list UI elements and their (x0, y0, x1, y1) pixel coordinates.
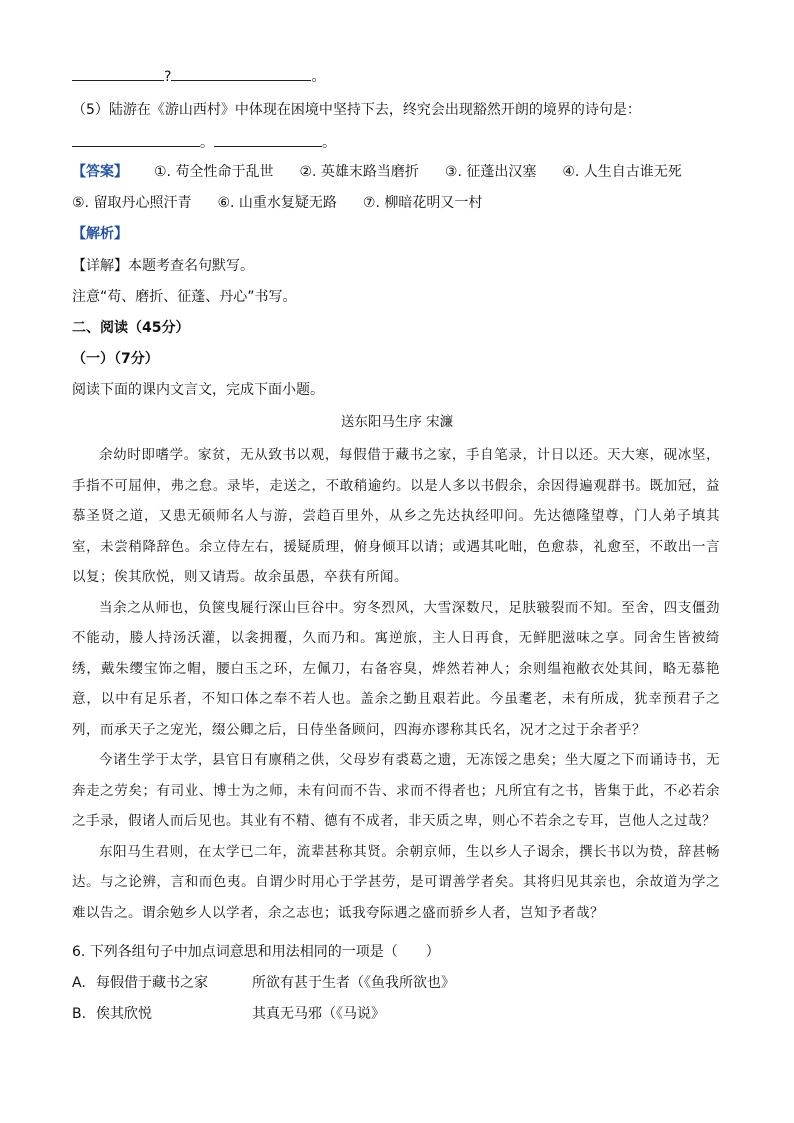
blank (171, 66, 311, 81)
question-5-text: （5）陆游在《游山西村》中体现在困境中坚持下去，终究会出现豁然开朗的境界的诗句是： (72, 102, 641, 118)
answer-item: ⑦. 柳暗花明又一村 (362, 195, 483, 211)
question-mark: ? (164, 69, 172, 85)
answer-tag: 【答案】 (72, 164, 128, 180)
answer-item: ②. 英雄末路当磨折 (299, 164, 419, 180)
section-subheading: （一）（7分） (72, 351, 159, 367)
option-right: 所欲有甚于生者（《鱼我所欲也》 (252, 975, 455, 991)
analysis-tag: 【解析】 (72, 226, 128, 242)
passage-paragraph: 东阳马生君则，在太学已二年，流辈甚称其贤。余朝京师，生以乡人子谒余，撰长书以为贽，辞甚畅达。与之论辨，言和而色夷。自谓少时用心于学甚劳，是可谓善学者矣。其将归见其亲也，余故道为学之难以告之。谓余勉乡人以学者，余之志也；诋我夸际遇之盛而骄乡人者，岂知予者哉？ (72, 843, 720, 921)
option-label: A. (72, 975, 86, 991)
passage-paragraph: 今诸生学于太学，县官日有廪稍之供，父母岁有裘葛之遗，无冻馁之患矣；坐大厦之下而诵诗书，无奔走之劳矣；有司业、博士为之师，未有问而不告、求而不得者也；凡所宜有之书，皆集于此，不必若余之手录，假诸人而后见也。其业有不精、德有不成者，非天质之卑，则心不若余之专耳，岂他人之过哉？ (72, 752, 720, 829)
answer-item: ③. 征蓬出汉塞 (444, 164, 537, 180)
end-mark: 。 (322, 135, 336, 151)
analysis-detail: 【详解】本题考查名句默写。 (72, 258, 254, 274)
passage-paragraph: 当余之从师也，负箧曳屣行深山巨谷中。穷冬烈风，大雪深数尺，足肤皲裂而不知。至舍，四支僵劲不能动，媵人持汤沃灌，以衾拥覆，久而乃和。寓逆旅，主人日再食，无鲜肥滋味之享。同舍生皆被绮绣，戴朱缨宝饰之帽，腰白玉之环，左佩刀，右备容臭，烨然若神人；余则缊袍敝衣处其间，略无慕艳意，以中有足乐者，不知口体之奉不若人也。盖余之勤且艰若此。今虽耄老，未有所成，犹幸预君子之列，而承天子之宠光，缀公卿之后，日侍坐备顾问，四海亦谬称其氏名，况才之过于余者乎？ (72, 599, 720, 738)
answer-item: ④. 人生自古谁无死 (562, 164, 682, 180)
reading-instruction: 阅读下面的课内文言文，完成下面小题。 (72, 382, 324, 398)
question-6-stem: 6. 下列各组句子中加点词意思和用法相同的一项是（ ） (72, 944, 440, 960)
section-heading: 二、阅读（45分） (72, 320, 190, 336)
passage-paragraph: 余幼时即嗜学。家贫，无从致书以观，每假借于藏书之家，手自笔录，计日以还。天大寒，砚冰坚，手指不可屈伸，弗之怠。录毕，走送之，不敢稍逾约。以是人多以书假余，余因得遍观群书。既加冠，益慕圣贤之道，又患无硕师名人与游，尝趋百里外，从乡之先达执经叩问。先达德隆望尊，门人弟子填其室，未尝稍降辞色。余立侍左右，援疑质理，俯身倾耳以请；或遇其叱咄，色愈恭，礼愈至，不敢出一言以复；俟其欣悦，则又请焉。故余虽愚，卒获有所闻。 (72, 447, 720, 585)
option-left: 俟其欣悦 (96, 1006, 152, 1022)
end-mark: 。 (311, 69, 326, 85)
blank (72, 66, 164, 81)
blank (72, 132, 200, 147)
analysis-note: 注意“苟、磨折、征蓬、丹心”书写。 (72, 289, 297, 305)
passage-body (72, 440, 720, 928)
answer-item: ⑥. 山重水复疑无路 (217, 195, 337, 211)
question-6-option-a (72, 973, 455, 993)
answer-item: ①. 苟全性命于乱世 (154, 164, 274, 180)
option-right: 其真无马邪（《马说》 (252, 1006, 385, 1022)
fill-line-top (72, 66, 325, 87)
answer-line-1 (72, 162, 682, 182)
question-5-blanks (72, 132, 336, 153)
answer-line-2 (72, 193, 482, 213)
passage-title: 送东阳马生序 宋濂 (340, 414, 454, 430)
sep-mark: 。 (200, 135, 214, 151)
question-6-option-b (72, 1004, 385, 1024)
answer-item: ⑤. 留取丹心照汗青 (72, 195, 192, 211)
option-left: 每假借于藏书之家 (96, 975, 208, 991)
option-label: B. (72, 1006, 87, 1022)
blank (214, 132, 322, 147)
